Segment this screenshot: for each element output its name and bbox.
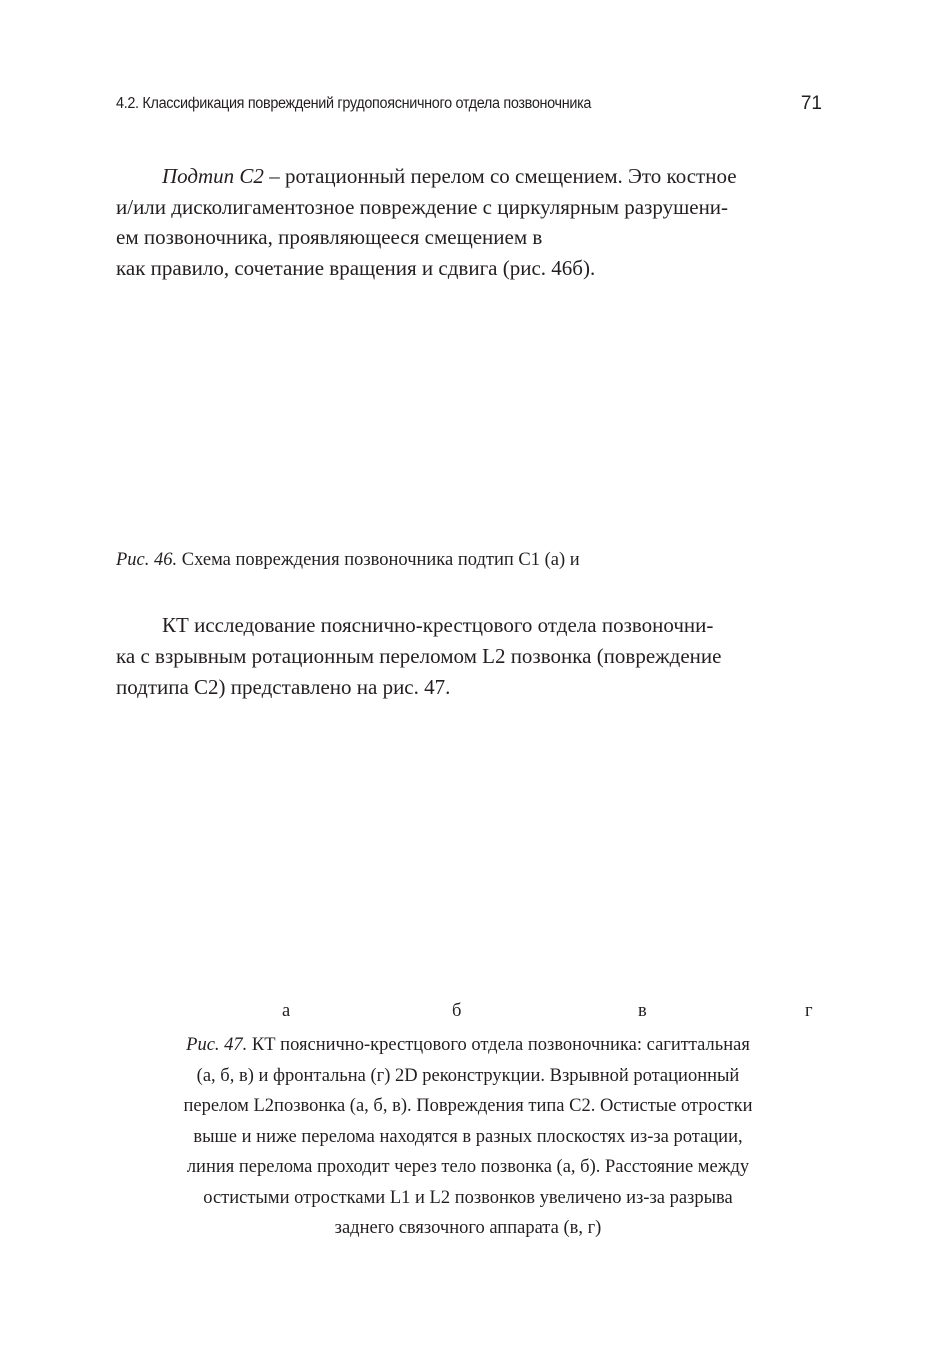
caption-text: КТ пояснично-крестцового отдела позвоночника: сагиттальная	[247, 1035, 750, 1055]
panel-label-g: г	[805, 1001, 813, 1021]
subtype-term: Подтип С2	[162, 164, 264, 188]
paragraph-line: ка с взрывным ротационным переломом L2 позвонка (повреждение	[116, 644, 722, 668]
figure-47-caption	[100, 1030, 836, 1244]
figure-46-label: Рис. 46.	[116, 550, 178, 570]
paragraph-line: и/или дисколигаментозное повреждение с циркулярным разрушени-	[116, 195, 729, 219]
panel-label-v: в	[638, 1001, 647, 1021]
paragraph-text: – ротационный перелом со смещением. Это костное	[263, 164, 737, 188]
paragraph-line	[162, 161, 737, 192]
paragraph-line: как правило, сочетание вращения и сдвига (рис. 46б).	[116, 256, 596, 280]
panel-label-b: б	[452, 1001, 462, 1021]
caption-line: остистыми отростками L1 и L2 позвонков увеличено из-за разрыва	[203, 1187, 733, 1208]
paragraph-line: подтипа С2) представлено на рис. 47.	[116, 675, 451, 699]
figure-47-label: Рис. 47.	[186, 1035, 248, 1055]
figure-46-caption	[116, 550, 580, 571]
panel-label-a: а	[282, 1001, 291, 1021]
running-head-title: 4.2. Классификация повреждений грудопоясничного отдела позвоночника	[116, 95, 592, 112]
caption-line: перелом L2позвонка (а, б, в). Повреждения типа С2. Остистые отростки	[183, 1096, 753, 1116]
caption-line	[100, 1030, 836, 1061]
caption-line: линия перелома проходит через тело позвонка (а, б). Расстояние между	[186, 1157, 750, 1177]
running-head	[116, 95, 826, 119]
paragraph-line: КТ исследование пояснично-крестцового отдела позвоночни-	[162, 613, 714, 637]
caption-line: (а, б, в) и фронтальна (г) 2D реконструкции. Взрывной ротационный	[196, 1065, 740, 1086]
paragraph-line: ем позвоночника, проявляющееся смещением в	[116, 225, 543, 249]
figure-46-caption-text: Схема повреждения позвоночника подтип С1 (а) и	[177, 550, 580, 570]
caption-line: заднего связочного аппарата (в, г)	[334, 1218, 602, 1238]
caption-line: выше и ниже перелома находятся в разных плоскостях из-за ротации,	[193, 1126, 743, 1147]
page-number: 71	[800, 93, 822, 114]
